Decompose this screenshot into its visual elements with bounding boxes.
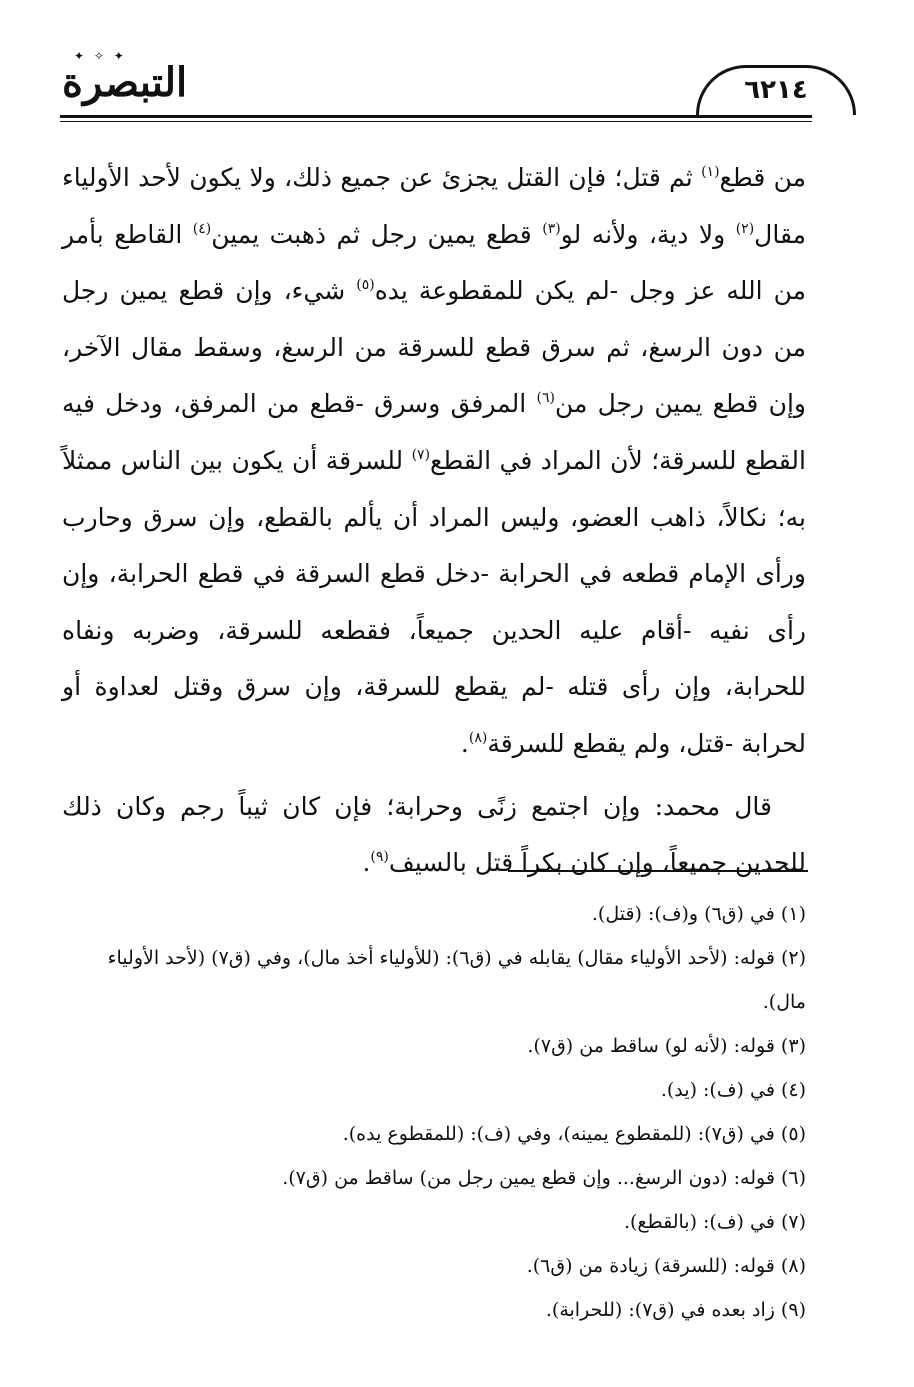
footnote-marker[interactable]: (٤) bbox=[192, 220, 212, 237]
footnote-marker[interactable]: (٨) bbox=[468, 729, 488, 746]
body-text-run: ولا دية، ولأنه لو bbox=[560, 219, 736, 249]
page-number-badge bbox=[696, 65, 856, 115]
body-text-run: من قطع bbox=[719, 163, 807, 192]
book-title: التبصرة bbox=[62, 59, 188, 106]
footnote: (٤) في (ف): (يد). bbox=[660, 1079, 806, 1101]
footnote-separator bbox=[508, 870, 808, 872]
footnotes-section bbox=[66, 892, 806, 1332]
page-header bbox=[60, 49, 830, 130]
header-rule bbox=[60, 115, 812, 122]
body-text-run: شيء، وإن قطع يمين رجل من دون الرسغ، ثم سرق قطع للسرقة من الرسغ، وسقط مقال الآخر، وإن قطع يمين رجل من bbox=[62, 276, 806, 419]
footnote-marker[interactable]: (٦) bbox=[536, 390, 555, 407]
footnote: (٣) قوله: (لأنه لو) ساقط من (ق٧). bbox=[527, 1035, 806, 1057]
body-text-run: ثم قتل؛ فإن القتل يجزئ عن جميع ذلك، ولا يكون لأحد الأولياء مقال bbox=[62, 163, 806, 249]
page-number: ٦٢١٤ bbox=[744, 75, 808, 105]
body-paragraph bbox=[62, 150, 806, 773]
footnote: (٥) في (ق٧): (للمقطوع يمينه)، وفي (ف): (للمقطوع يده). bbox=[342, 1123, 806, 1145]
body-text-run: . bbox=[460, 728, 469, 758]
footnote-marker[interactable]: (٣) bbox=[542, 220, 561, 237]
footnote: (٨) قوله: (للسرقة) زيادة من (ق٦). bbox=[526, 1255, 806, 1277]
body-text-run: . bbox=[362, 848, 371, 878]
body-paragraph bbox=[62, 779, 806, 892]
title-ornament: ✦ ✧ ✦ bbox=[74, 49, 127, 63]
footnote: (٢) قوله: (لأحد الأولياء مقال) يقابله في (ق٦): (للأولياء أخذ مال)، وفي (ق٧) (لأحد الأولياء مال). bbox=[107, 947, 806, 1013]
footnote-marker[interactable]: (١) bbox=[701, 164, 720, 180]
body-text-run: القاطع بأمر من الله عز وجل -لم يكن للمقطوعة يده bbox=[62, 219, 806, 306]
footnote: (٧) في (ف): (بالقطع). bbox=[623, 1211, 806, 1233]
footnote-marker[interactable]: (٥) bbox=[356, 277, 375, 294]
footnote-marker[interactable]: (٩) bbox=[370, 849, 389, 866]
main-text bbox=[62, 150, 806, 892]
body-text-run: للسرقة أن يكون بين الناس ممثلاً به؛ نكالاً، ذاهب العضو، وليس المراد أن يألم بالقطع، وإن سرق وحارب ورأى الإمام قطعه في الحرابة -دخل قطع السرقة في قطع الحرابة، وإن رأى نفيه -أقام عليه الحدين جميعاً، فقطعه للسرقة، وضربه ونفاه للحرابة، وإن رأى قتله -لم يقطع للسرقة، وإن سرق وقتل لعداوة أو لحرابة -قتل، ولم يقطع للسرقة bbox=[62, 445, 806, 758]
footnote-marker[interactable]: (٢) bbox=[735, 220, 755, 237]
footnote-marker[interactable]: (٧) bbox=[411, 446, 431, 463]
footnote: (٩) زاد بعده في (ق٧): (للحرابة). bbox=[545, 1299, 806, 1321]
body-text-run: قطع يمين رجل ثم ذهبت يمين bbox=[211, 219, 543, 249]
body-text-run: المرفق وسرق -قطع من المرفق، ودخل فيه القطع للسرقة؛ لأن المراد في القطع bbox=[62, 389, 806, 475]
footnote: (١) في (ق٦) و(ف): (قتل). bbox=[591, 903, 806, 925]
footnote: (٦) قوله: (دون الرسغ... وإن قطع يمين رجل من) ساقط من (ق٧). bbox=[282, 1167, 806, 1189]
body-text-run: قال محمد: وإن اجتمع زنًى وحرابة؛ فإن كان ثيباً رجم وكان ذلك للحدين جميعاً، وإن كان بكراً قتل بالسيف bbox=[62, 791, 806, 878]
